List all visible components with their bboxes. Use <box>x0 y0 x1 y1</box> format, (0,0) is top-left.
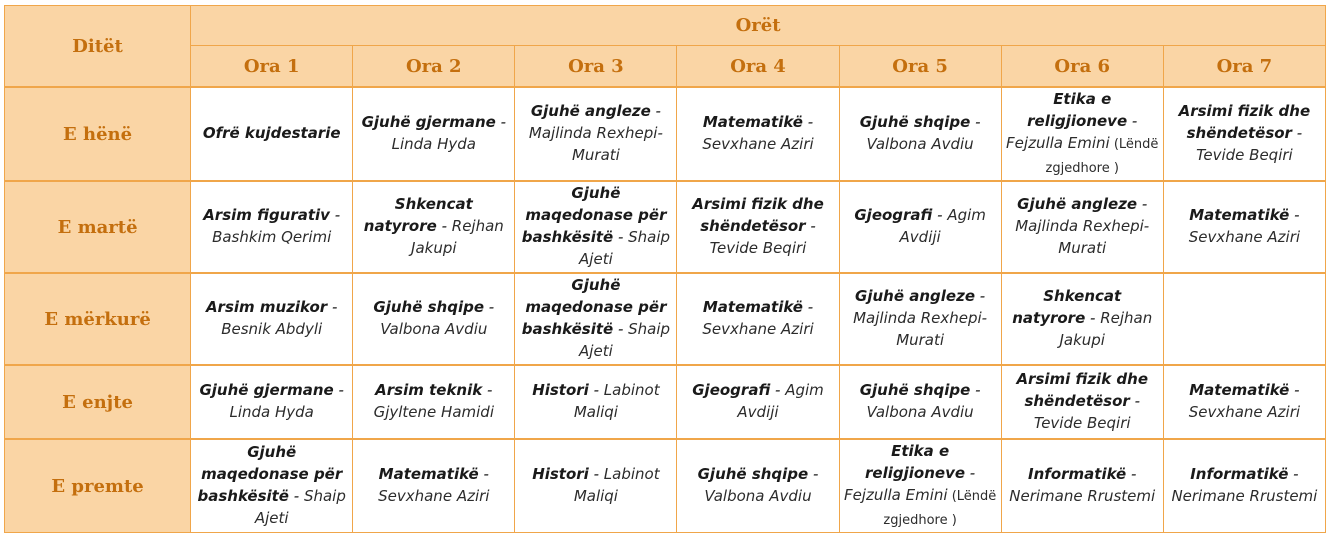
lesson-cell <box>515 439 677 533</box>
lesson-teacher: Majlinda Rexhepi-Murati <box>853 309 988 349</box>
day-row <box>5 439 1326 533</box>
lesson-teacher: Linda Hyda <box>229 403 314 421</box>
lesson-teacher: Sevxhane Aziri <box>378 487 490 505</box>
lesson-separator: - <box>1129 392 1140 410</box>
lesson-teacher: Majlinda Rexhepi-Murati <box>528 124 663 164</box>
lesson-cell <box>1163 273 1325 365</box>
day-row <box>5 87 1326 181</box>
period-header: Ora 7 <box>1163 46 1325 87</box>
lesson-cell <box>1163 365 1325 439</box>
lesson-cell <box>677 181 839 273</box>
lesson-subject: Gjuhë shqipe <box>859 381 971 399</box>
lesson-cell <box>1001 365 1163 439</box>
lesson-cell <box>677 365 839 439</box>
lesson-teacher: Fejzulla Emini <box>1006 134 1110 152</box>
lesson-subject: Arsim muzikor <box>205 298 328 316</box>
lesson-teacher: Sevxhane Aziri <box>702 320 814 338</box>
lesson-subject: Gjuhë maqedonase për bashkësitë <box>521 276 667 338</box>
lesson-teacher: Sevxhane Aziri <box>702 135 814 153</box>
period-header: Ora 4 <box>677 46 839 87</box>
lesson-teacher: Nerimane Rrustemi <box>1171 487 1318 505</box>
lesson-teacher: Nerimane Rrustemi <box>1009 487 1156 505</box>
lesson-subject: Gjuhë shqipe <box>859 113 971 131</box>
period-header: Ora 2 <box>353 46 515 87</box>
lesson-subject: Matematikë <box>702 113 803 131</box>
lesson-teacher: Valbona Avdiu <box>704 487 812 505</box>
lesson-cell <box>515 273 677 365</box>
lesson-cell <box>839 439 1001 533</box>
lesson-separator: - <box>1126 465 1137 483</box>
lesson-separator: - <box>965 464 976 482</box>
lesson-cell <box>353 365 515 439</box>
lesson-cell <box>839 365 1001 439</box>
lesson-teacher: Valbona Avdiu <box>866 135 974 153</box>
lesson-separator: - <box>613 228 629 246</box>
lesson-teacher: Valbona Avdiu <box>866 403 974 421</box>
lesson-teacher: Rejhan Jakupi <box>1059 309 1153 349</box>
lesson-subject: Gjuhë gjermane <box>361 113 496 131</box>
lesson-cell <box>353 439 515 533</box>
lesson-teacher: Agim Avdiji <box>737 381 824 421</box>
lesson-teacher: Rejhan Jakupi <box>411 217 504 257</box>
lesson-subject: Shkencat natyrore <box>1012 287 1122 327</box>
lesson-subject: Shkencat natyrore <box>363 195 473 235</box>
lesson-subject: Matematikë <box>1189 206 1290 224</box>
lesson-separator: - <box>478 465 489 483</box>
lesson-teacher: Valbona Avdiu <box>380 320 488 338</box>
lesson-subject: Gjuhë maqedonase për bashkësitë <box>197 443 343 505</box>
lesson-teacher: Tevide Beqiri <box>1196 146 1293 164</box>
period-header: Ora 6 <box>1001 46 1163 87</box>
lesson-separator: - <box>932 206 948 224</box>
lesson-teacher: Gjyltene Hamidi <box>373 403 494 421</box>
lesson-cell <box>515 365 677 439</box>
lesson-note: (Lëndë zgjedhore ) <box>1045 137 1159 176</box>
lesson-separator: - <box>588 381 604 399</box>
lesson-cell <box>191 439 353 533</box>
lesson-subject: Gjeografi <box>854 206 933 224</box>
lesson-subject: Informatikë <box>1190 465 1289 483</box>
lesson-teacher: Fejzulla Emini <box>843 486 948 504</box>
lesson-teacher: Linda Hyda <box>391 135 476 153</box>
lesson-separator: - <box>805 217 816 235</box>
lesson-cell <box>515 87 677 181</box>
lesson-separator: - <box>588 465 604 483</box>
day-label: E premte <box>5 439 191 533</box>
lesson-cell <box>1163 181 1325 273</box>
lesson-note: (Lëndë zgjedhore ) <box>883 489 997 528</box>
lesson-subject: Matematikë <box>702 298 803 316</box>
lesson-subject: Etika e religjioneve <box>1027 90 1128 130</box>
lesson-teacher: Shaip Ajeti <box>254 487 346 527</box>
lesson-cell <box>353 273 515 365</box>
lesson-cell <box>839 181 1001 273</box>
lesson-cell <box>1001 87 1163 181</box>
lesson-cell <box>191 273 353 365</box>
lesson-cell <box>1163 439 1325 533</box>
lesson-subject: Histori <box>532 381 589 399</box>
day-label: E mërkurë <box>5 273 191 365</box>
lesson-separator: - <box>770 381 786 399</box>
lesson-subject: Gjuhë gjermane <box>199 381 334 399</box>
lesson-separator: - <box>484 298 495 316</box>
lesson-separator: - <box>970 113 981 131</box>
lesson-separator: - <box>327 298 338 316</box>
lesson-separator: - <box>1291 124 1303 142</box>
lesson-separator: - <box>333 381 344 399</box>
lesson-cell <box>353 87 515 181</box>
day-row <box>5 273 1326 365</box>
lesson-cell <box>191 181 353 273</box>
lesson-separator: - <box>1137 195 1148 213</box>
lesson-subject: Matematikë <box>378 465 479 483</box>
lesson-subject: Arsimi fizik dhe shëndetësor <box>692 195 824 235</box>
day-row <box>5 365 1326 439</box>
lesson-separator: - <box>495 113 507 131</box>
lesson-separator: - <box>970 381 981 399</box>
lesson-separator: - <box>975 287 986 305</box>
lesson-separator: - <box>329 206 341 224</box>
lesson-teacher: Labinot Maliqi <box>573 381 660 421</box>
lesson-separator: - <box>1127 112 1138 130</box>
day-label: E enjte <box>5 365 191 439</box>
lesson-cell <box>191 365 353 439</box>
lesson-teacher: Sevxhane Aziri <box>1188 403 1301 421</box>
lesson-cell <box>515 181 677 273</box>
lesson-separator: - <box>613 320 629 338</box>
day-label: E martë <box>5 181 191 273</box>
lesson-separator: - <box>436 217 452 235</box>
lesson-cell <box>677 273 839 365</box>
lesson-subject: Gjuhë angleze <box>1017 195 1138 213</box>
days-header: Ditët <box>5 6 191 88</box>
lesson-subject: Histori <box>532 465 589 483</box>
lesson-subject: Arsim figurativ <box>203 206 330 224</box>
lesson-separator: - <box>288 487 304 505</box>
lesson-subject: Matematikë <box>1189 381 1290 399</box>
lesson-teacher: Labinot Maliqi <box>573 465 660 505</box>
lesson-subject: Gjeografi <box>692 381 771 399</box>
lesson-separator: - <box>650 102 661 120</box>
lesson-cell <box>1001 439 1163 533</box>
lesson-separator: - <box>802 113 814 131</box>
day-row <box>5 181 1326 273</box>
lesson-subject: Arsimi fizik dhe shëndetësor <box>1016 370 1148 410</box>
lesson-cell <box>1001 273 1163 365</box>
lesson-subject: Arsim teknik <box>375 381 483 399</box>
lesson-separator: - <box>1289 206 1300 224</box>
day-label: E hënë <box>5 87 191 181</box>
lesson-teacher: Shaip Ajeti <box>579 320 671 360</box>
lesson-cell <box>677 439 839 533</box>
lesson-subject: Gjuhë angleze <box>530 102 651 120</box>
lesson-subject: Gjuhë angleze <box>855 287 975 305</box>
lesson-teacher: Besnik Abdyli <box>221 320 323 338</box>
lesson-teacher: Bashkim Qerimi <box>212 228 332 246</box>
lesson-cell <box>839 273 1001 365</box>
lesson-cell <box>1001 181 1163 273</box>
hours-header: Orët <box>191 6 1326 46</box>
period-header: Ora 5 <box>839 46 1001 87</box>
lesson-separator: - <box>1289 381 1300 399</box>
lesson-separator: - <box>482 381 493 399</box>
lesson-cell <box>191 87 353 181</box>
lesson-cell <box>677 87 839 181</box>
lesson-subject: Gjuhë shqipe <box>373 298 484 316</box>
lesson-cell <box>839 87 1001 181</box>
lesson-cell <box>353 181 515 273</box>
lesson-teacher: Majlinda Rexhepi-Murati <box>1015 217 1150 257</box>
lesson-subject: Ofrë kujdestarie <box>202 124 341 142</box>
lesson-subject: Informatikë <box>1028 465 1127 483</box>
lesson-separator: - <box>808 465 819 483</box>
timetable <box>4 5 1326 533</box>
lesson-subject: Gjuhë shqipe <box>697 465 809 483</box>
lesson-teacher: Tevide Beqiri <box>1033 414 1131 432</box>
lesson-subject: Gjuhë maqedonase për bashkësitë <box>521 184 667 246</box>
lesson-teacher: Tevide Beqiri <box>709 239 807 257</box>
lesson-separator: - <box>1288 465 1299 483</box>
lesson-teacher: Sevxhane Aziri <box>1188 228 1301 246</box>
lesson-cell <box>1163 87 1325 181</box>
lesson-separator: - <box>802 298 814 316</box>
lesson-teacher: Shaip Ajeti <box>579 228 671 268</box>
lesson-subject: Arsimi fizik dhe shëndetësor <box>1178 102 1311 142</box>
lesson-separator: - <box>1085 309 1101 327</box>
period-header: Ora 1 <box>191 46 353 87</box>
lesson-teacher: Agim Avdiji <box>899 206 986 246</box>
lesson-subject: Etika e religjioneve <box>865 442 966 482</box>
period-header: Ora 3 <box>515 46 677 87</box>
